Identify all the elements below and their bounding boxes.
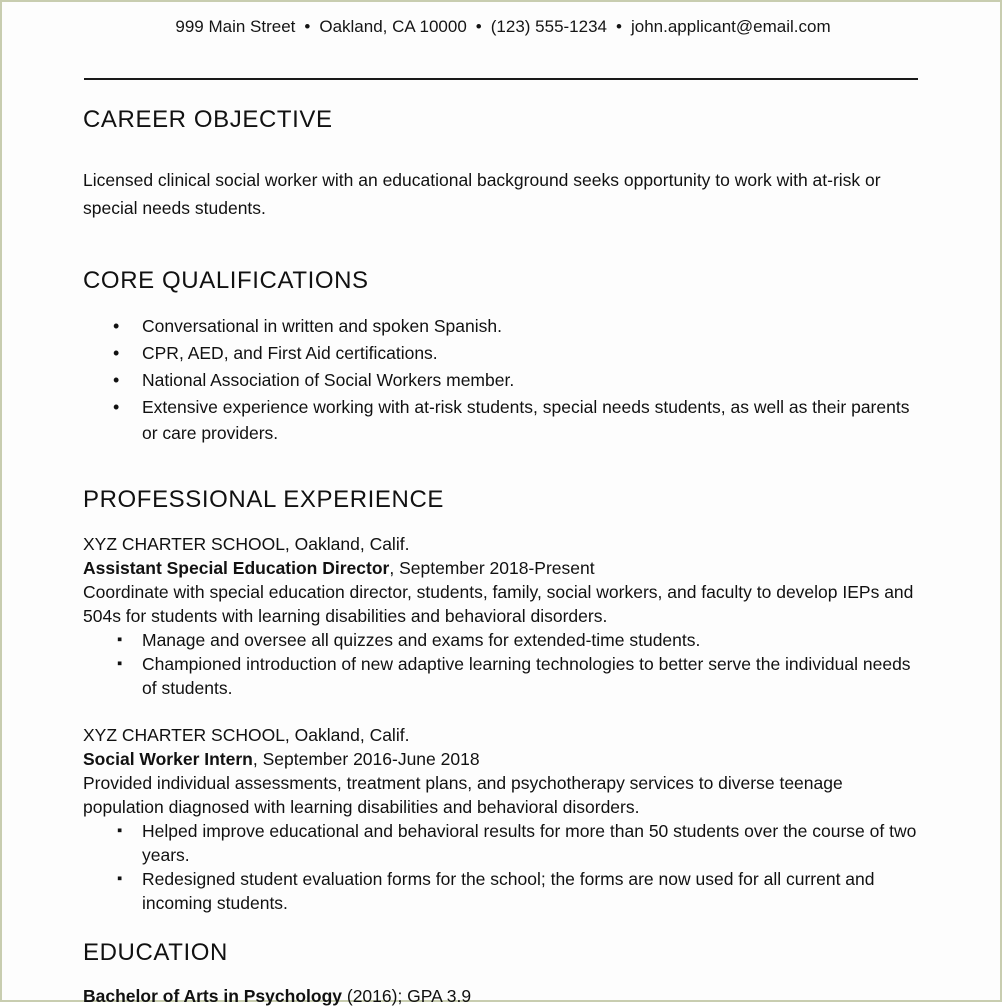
objective-text: Licensed clinical social worker with an educational background seeks opportunity to work with at-risk or special needs students. (83, 170, 881, 218)
education-entry (83, 984, 923, 1008)
contact-email: john.applicant@email.com (630, 17, 831, 36)
list-item: ▪ Manage and oversee all quizzes and exams for extended-time students. (83, 628, 923, 652)
list-item: • Extensive experience working with at-risk students, special needs students, as well as their parents or care providers. (83, 394, 923, 446)
job-title: Social Worker Intern (83, 749, 253, 769)
job-entry (83, 532, 923, 700)
job-description: Provided individual assessments, treatment plans, and psychotherapy services to diverse teenage population diagnosed with learning disabilities and behavioral disorders. (83, 773, 843, 817)
job-bullets (83, 819, 923, 915)
job-dates: , September 2016-June 2018 (252, 749, 480, 769)
list-item: • National Association of Social Workers member. (83, 367, 923, 393)
job-title-line (83, 556, 923, 580)
job-dates: , September 2018-Present (389, 558, 595, 578)
job-title-line (83, 747, 923, 771)
contact-address: 999 Main Street (175, 17, 296, 36)
job-bullets (83, 628, 923, 700)
job-employer: XYZ CHARTER SCHOOL, Oakland, Calif. (83, 725, 410, 745)
list-item: • CPR, AED, and First Aid certifications. (83, 340, 923, 366)
list-item: ▪ Helped improve educational and behavioral results for more than 50 students over the course of two years. (83, 819, 923, 867)
contact-separator: • (304, 17, 311, 36)
contact-line (2, 17, 1004, 37)
experience-heading: PROFESSIONAL EXPERIENCE (83, 486, 445, 513)
contact-phone: (123) 555-1234 (490, 17, 608, 36)
education-detail: (2016); GPA 3.9 (342, 986, 472, 1006)
education-heading: EDUCATION (83, 939, 228, 966)
list-item: ▪ Championed introduction of new adaptive learning technologies to better serve the individual needs of students. (83, 652, 923, 700)
education-degree: Bachelor of Arts in Psychology (83, 986, 342, 1006)
contact-separator: • (616, 17, 622, 36)
list-item: ▪ Redesigned student evaluation forms for the school; the forms are now used for all current and incoming students. (83, 867, 923, 915)
contact-city: Oakland, CA 10000 (319, 17, 467, 36)
list-item: • Conversational in written and spoken Spanish. (83, 313, 923, 339)
qualifications-list (83, 313, 923, 447)
objective-heading: CAREER OBJECTIVE (83, 106, 333, 133)
contact-separator: • (475, 17, 482, 36)
job-employer: XYZ CHARTER SCHOOL, Oakland, Calif. (83, 534, 410, 554)
job-description: Coordinate with special education director, students, family, social workers, and faculty to develop IEPs and 504s for students with learning disabilities and behavioral disorders. (83, 582, 914, 626)
job-entry (83, 723, 923, 915)
header-divider (84, 78, 918, 80)
job-title: Assistant Special Education Director (83, 558, 390, 578)
qualifications-heading: CORE QUALIFICATIONS (83, 267, 369, 294)
